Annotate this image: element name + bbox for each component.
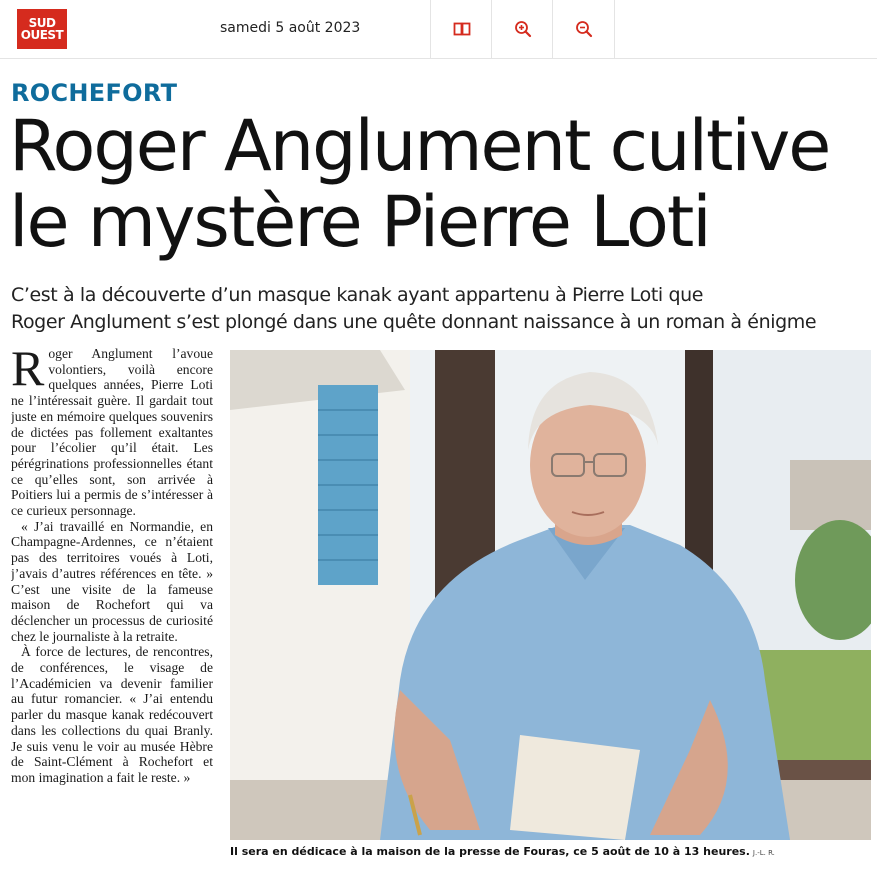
book-open-icon xyxy=(453,22,471,36)
body-paragraph-3: À force de lectures, de rencontres, de conférences, le visage de l’Académicien va devenir familier au futur romancier. « J’ai entendu parler du masque kanak redécouvert dans les collections du quai Branly. Je suis venu le voir au musée Hèbre de Saint-Clément à Rochefort et mon imagination a fait le reste. » xyxy=(11,644,213,785)
standfirst-line-1: C’est à la découverte d’un masque kanak ayant appartenu à Pierre Loti que xyxy=(11,284,704,306)
logo-line-1: SUD xyxy=(28,16,56,30)
article-headline xyxy=(9,105,869,263)
photo-illustration xyxy=(230,350,871,840)
page-view-button[interactable] xyxy=(430,0,492,58)
drop-cap: R xyxy=(11,346,45,396)
sud-ouest-logo[interactable] xyxy=(17,9,67,49)
body-paragraph-1 xyxy=(11,346,213,519)
zoom-in-button[interactable] xyxy=(491,0,553,58)
body-paragraph-2: « J’ai travaillé en Normandie, en Champagne-Ardennes, ce n’étaient pas des territoires voués à Loti, j’avais d’autres références en tête. » C’est une visite de la fameuse maison de Rochefort qui va déclencher un processus de curiosité chez le journaliste à la retraite. xyxy=(11,518,213,644)
section-label: ROCHEFORT xyxy=(11,79,178,107)
photo-credit: J.-L. R. xyxy=(752,849,775,857)
article-body-column xyxy=(11,346,213,878)
article-standfirst xyxy=(11,282,871,336)
zoom-out-icon xyxy=(575,20,593,38)
headline-line-2: le mystère Pierre Loti xyxy=(9,181,710,263)
article-photo[interactable] xyxy=(230,350,871,840)
zoom-out-button[interactable] xyxy=(552,0,615,58)
caption-text: Il sera en dédicace à la maison de la presse de Fouras, ce 5 août de 10 à 13 heures. xyxy=(230,845,750,858)
standfirst-line-2: Roger Anglument s’est plongé dans une quête donnant naissance à un roman à énigme xyxy=(11,311,817,333)
logo-line-2: OUEST xyxy=(20,28,64,42)
edition-date: samedi 5 août 2023 xyxy=(220,20,361,36)
zoom-in-icon xyxy=(514,20,532,38)
headline-line-1: Roger Anglument cultive xyxy=(9,105,830,187)
top-toolbar xyxy=(0,0,877,59)
photo-caption xyxy=(230,845,871,858)
paragraph-1-text: oger Anglument l’avoue volontiers, voilà encore quelques années, Pierre Loti ne l’intéressait guère. Il gardait tout juste en mémoire quelques souvenirs de dictées pas follement exaltantes pour l’écolier qu’il était. Les pérégrinations professionnelles étant ce qu’elles sont, son arrivée à Poitiers lui a permis de s’intéresser à ce curieux personnage. xyxy=(11,346,213,519)
